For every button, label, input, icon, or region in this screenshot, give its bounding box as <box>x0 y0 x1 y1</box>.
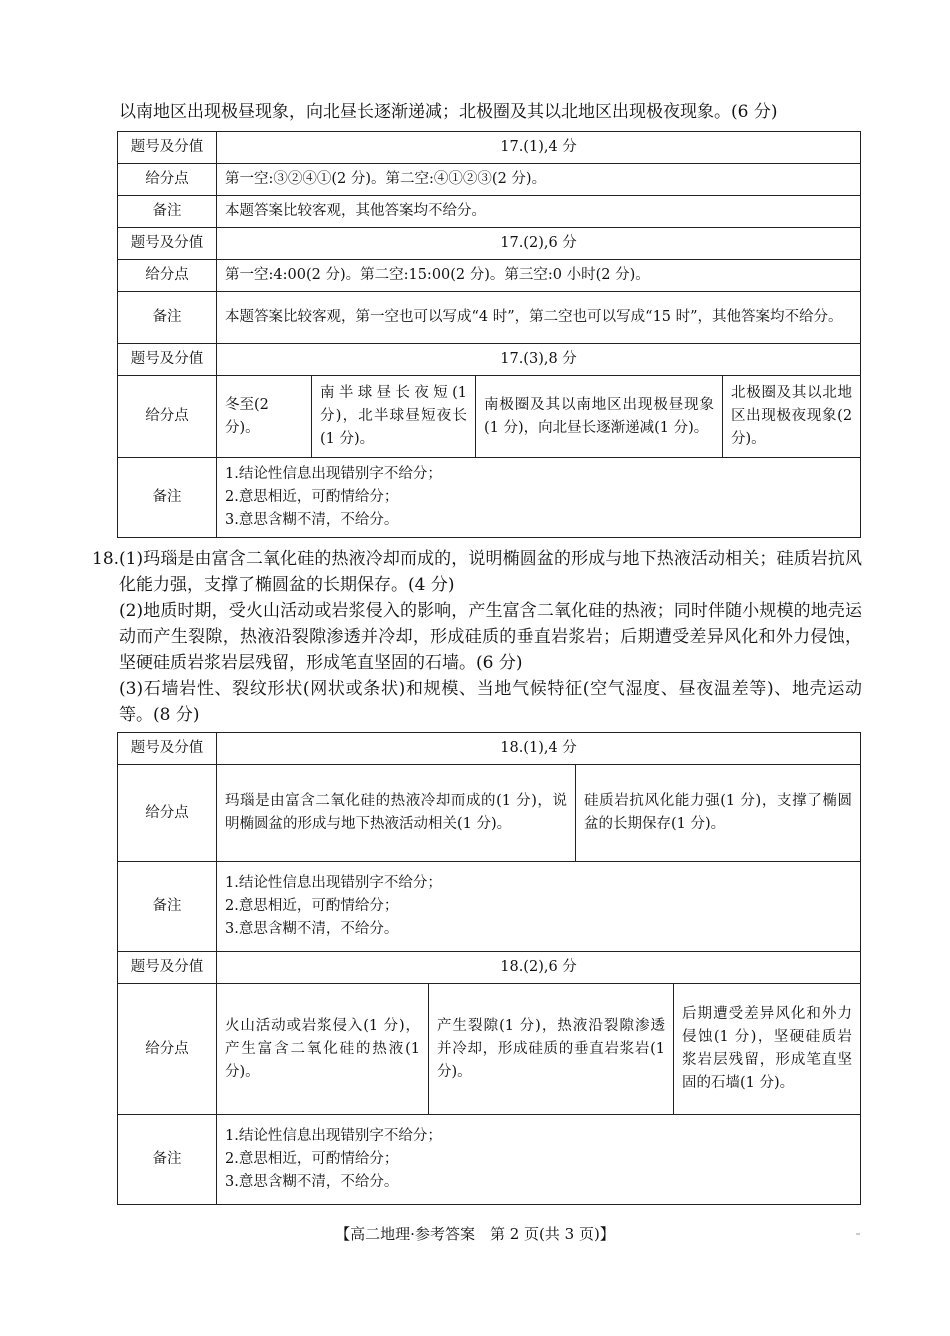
row-label: 备注 <box>118 196 217 228</box>
row-label: 题号及分值 <box>118 733 217 765</box>
remark-note: 2.意思相近，可酌情给分； <box>225 489 399 505</box>
question-score: 17.(3),8 分 <box>217 344 861 376</box>
remark-note: 3.意思含糊不清，不给分。 <box>225 921 399 937</box>
scoring-point-cell: 玛瑙是由富含二氧化硅的热液冷却而成的(1 分)，说明椭圆盆的形成与地下热液活动相关(1 分)。 <box>217 765 576 862</box>
question-score: 18.(2),6 分 <box>217 952 861 984</box>
answer-part-1: (1)玛瑙是由富含二氧化硅的热液冷却而成的，说明椭圆盆的形成与地下热液活动相关；硅质岩抗风化能力强，支撑了椭圆盆的长期保存。(4 分) <box>119 549 862 595</box>
remark-note: 1.结论性信息出现错别字不给分； <box>225 875 442 891</box>
remark-note: 1.结论性信息出现错别字不给分； <box>225 1128 442 1144</box>
row-label: 给分点 <box>118 984 217 1115</box>
table-row <box>118 952 861 984</box>
table-row <box>118 228 861 260</box>
scoring-point-cell: 火山活动或岩浆侵入(1 分)，产生富含二氧化硅的热液(1 分)。 <box>217 984 429 1115</box>
table-row <box>118 132 861 164</box>
row-label: 题号及分值 <box>118 132 217 164</box>
row-label: 备注 <box>118 862 217 952</box>
table-row <box>118 458 861 538</box>
row-label: 给分点 <box>118 164 217 196</box>
remark-note: 2.意思相近，可酌情给分； <box>225 1151 399 1167</box>
answer-part-3: (3)石墙岩性、裂纹形状(网状或条状)和规模、当地气候特征(空气湿度、昼夜温差等)、地壳运动等。(8 分) <box>119 679 862 725</box>
table-row <box>118 765 861 862</box>
scoring-points: 第一空:4:00(2 分)。第二空:15:00(2 分)。第三空:0 小时(2 分)。 <box>217 260 861 292</box>
row-label: 题号及分值 <box>118 344 217 376</box>
scoring-point-cell: 后期遭受差异风化和外力侵蚀(1 分)，坚硬硅质岩浆岩层残留，形成笔直坚固的石墙(1 分)。 <box>674 984 861 1115</box>
row-label: 备注 <box>118 458 217 538</box>
row-label: 备注 <box>118 1115 217 1205</box>
table-row <box>118 164 861 196</box>
scoring-point-cell: 硅质岩抗风化能力强(1 分)，支撑了椭圆盆的长期保存(1 分)。 <box>576 765 861 862</box>
table-row <box>118 376 861 458</box>
remark-note: 1.结论性信息出现错别字不给分； <box>225 466 442 482</box>
question-number: 18. <box>92 549 120 569</box>
remark-note: 3.意思含糊不清，不给分。 <box>225 512 399 528</box>
grading-table-18 <box>117 732 861 1205</box>
remark: 本题答案比较客观，其他答案均不给分。 <box>217 196 861 228</box>
question-score: 17.(1),4 分 <box>217 132 861 164</box>
row-label: 备注 <box>118 292 217 344</box>
intro-text: 以南地区出现极昼现象，向北昼长逐渐递减；北极圈及其以北地区出现极夜现象。(6 分) <box>119 102 778 122</box>
row-label: 题号及分值 <box>118 952 217 984</box>
scoring-points: 第一空:③②④①(2 分)。第二空:④①②③(2 分)。 <box>217 164 861 196</box>
table-row <box>118 984 861 1115</box>
table-row <box>118 260 861 292</box>
remark: 本题答案比较客观，第一空也可以写成“4 时”，第二空也可以写成“15 时”，其他答案均不给分。 <box>217 292 861 344</box>
page-footer: 【高二地理·参考答案 第 2 页(共 3 页)】 <box>335 1225 615 1243</box>
scoring-point-cell: 南半球昼长夜短(1 分)，北半球昼短夜长(1 分)。 <box>312 376 476 458</box>
scan-speck <box>856 1233 860 1235</box>
row-label: 给分点 <box>118 260 217 292</box>
remark-notes <box>217 1115 861 1205</box>
scoring-point-cell: 冬至(2 分)。 <box>217 376 312 458</box>
question-score: 17.(2),6 分 <box>217 228 861 260</box>
remark-note: 3.意思含糊不清，不给分。 <box>225 1174 399 1190</box>
table-row <box>118 733 861 765</box>
table-row <box>118 196 861 228</box>
scoring-point-cell: 产生裂隙(1 分)，热液沿裂隙渗透并冷却，形成硅质的垂直岩浆岩(1 分)。 <box>429 984 674 1115</box>
answer-part-2: (2)地质时期，受火山活动或岩浆侵入的影响，产生富含二氧化硅的热液；同时伴随小规模的地壳运动而产生裂隙，热液沿裂隙渗透并冷却，形成硅质的垂直岩浆岩；后期遭受差异风化和外力侵蚀，坚硬硅质岩浆岩层残留，形成笔直坚固的石墙。(6 分) <box>119 601 862 673</box>
table-row <box>118 862 861 952</box>
row-label: 题号及分值 <box>118 228 217 260</box>
question-score: 18.(1),4 分 <box>217 733 861 765</box>
grading-table-17 <box>117 131 861 538</box>
table-row <box>118 292 861 344</box>
row-label: 给分点 <box>118 376 217 458</box>
question-18-answer <box>92 546 862 728</box>
table-row <box>118 344 861 376</box>
remark-notes <box>217 458 861 538</box>
row-label: 给分点 <box>118 765 217 862</box>
scoring-point-cell: 南极圈及其以南地区出现极昼现象(1 分)，向北昼长逐渐递减(1 分)。 <box>476 376 723 458</box>
table-row <box>118 1115 861 1205</box>
remark-notes <box>217 862 861 952</box>
scoring-point-cell: 北极圈及其以北地区出现极夜现象(2 分)。 <box>723 376 861 458</box>
remark-note: 2.意思相近，可酌情给分； <box>225 898 399 914</box>
